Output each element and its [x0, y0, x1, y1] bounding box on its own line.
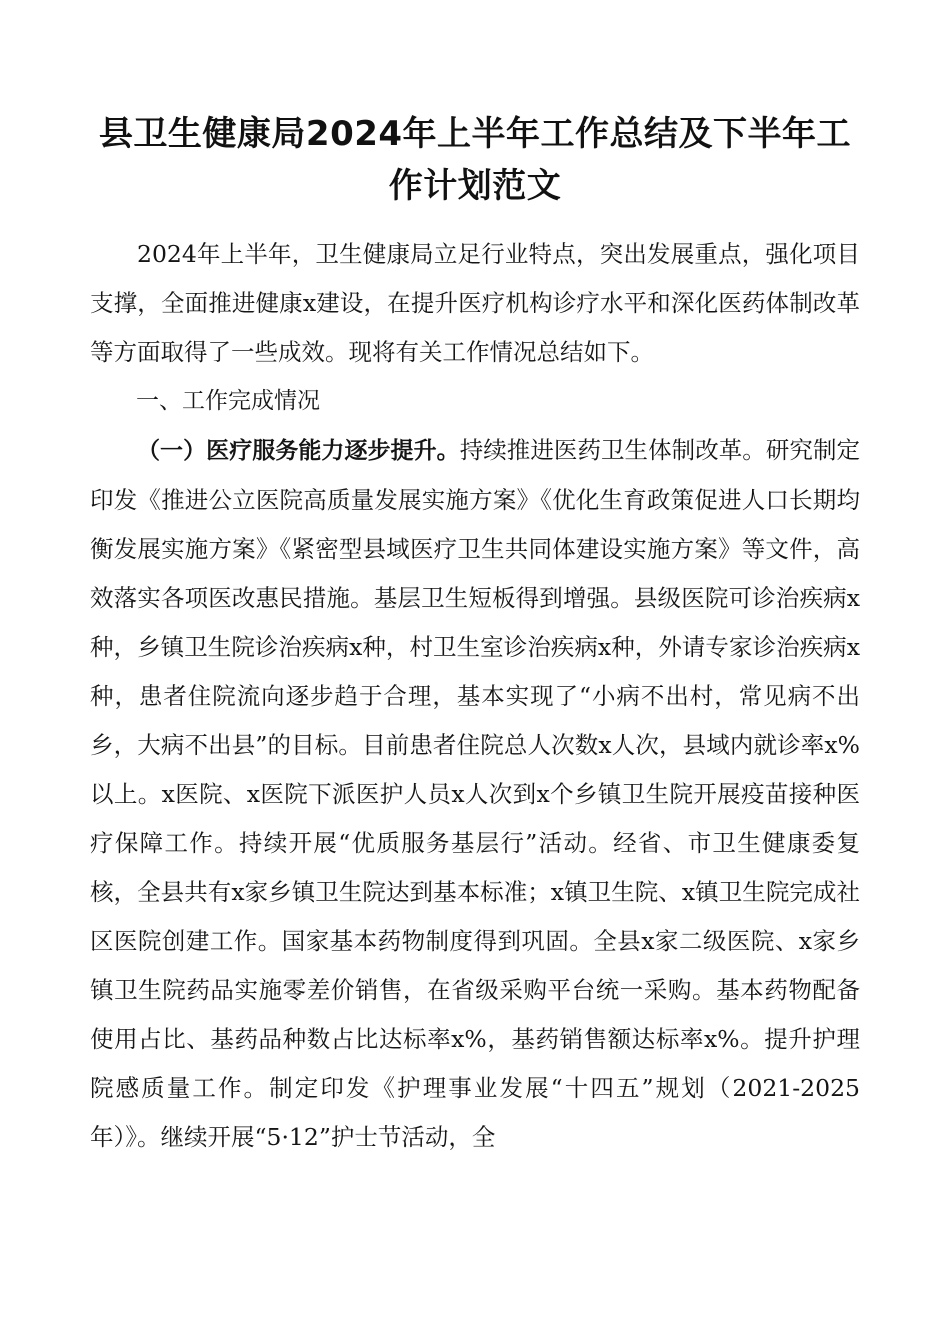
section-heading: 一、工作完成情况	[136, 388, 320, 414]
document-title: 县卫生健康局2024年上半年工作总结及下半年工作计划范文	[98, 114, 852, 206]
subsection-body: 持续推进医药卫生体制改革。研究制定印发《推进公立医院高质量发展实施方案》《优化生育政策促进人口长期均衡发展实施方案》《紧密型县域医疗卫生共同体建设实施方案》等文件，高效落实各项医改惠民措施。基层卫生短板得到增强。县级医院可诊治疾病x种，乡镇卫生院诊治疾病x种，村卫生室诊治疾病x种，外请专家诊治疾病x种，患者住院流向逐步趋于合理，基本实现了“小病不出村，常见病不出乡，大病不出县”的目标。目前患者住院总人次数x人次，县域内就诊率x%以上。x医院、x医院下派医护人员x人次到x个乡镇卫生院开展疫苗接种医疗保障工作。持续开展“优质服务基层行”活动。经省、市卫生健康委复核，全县共有x家乡镇卫生院达到基本标准；x镇卫生院、x镇卫生院完成社区医院创建工作。国家基本药物制度得到巩固。全县x家二级医院、x家乡镇卫生院药品实施零差价销售，在省级采购平台统一采购。基本药物配备使用占比、基药品种数占比达标率x%，基药销售额达标率x%。提升护理院感质量工作。制定印发《护理事业发展“十四五”规划（2021-2025年）》。继续开展“5·12”护士节活动，全	[90, 436, 861, 1151]
document-page	[90, 108, 860, 1162]
subsection-paragraph	[90, 426, 860, 1162]
subsection-heading: （一）医疗服务能力逐步提升。	[137, 438, 460, 464]
document-body	[90, 230, 860, 1162]
intro-paragraph: 2024年上半年，卫生健康局立足行业特点，突出发展重点，强化项目支撑，全面推进健康x建设，在提升医疗机构诊疗水平和深化医药体制改革等方面取得了一些成效。现将有关工作情况总结如下。	[90, 240, 860, 366]
